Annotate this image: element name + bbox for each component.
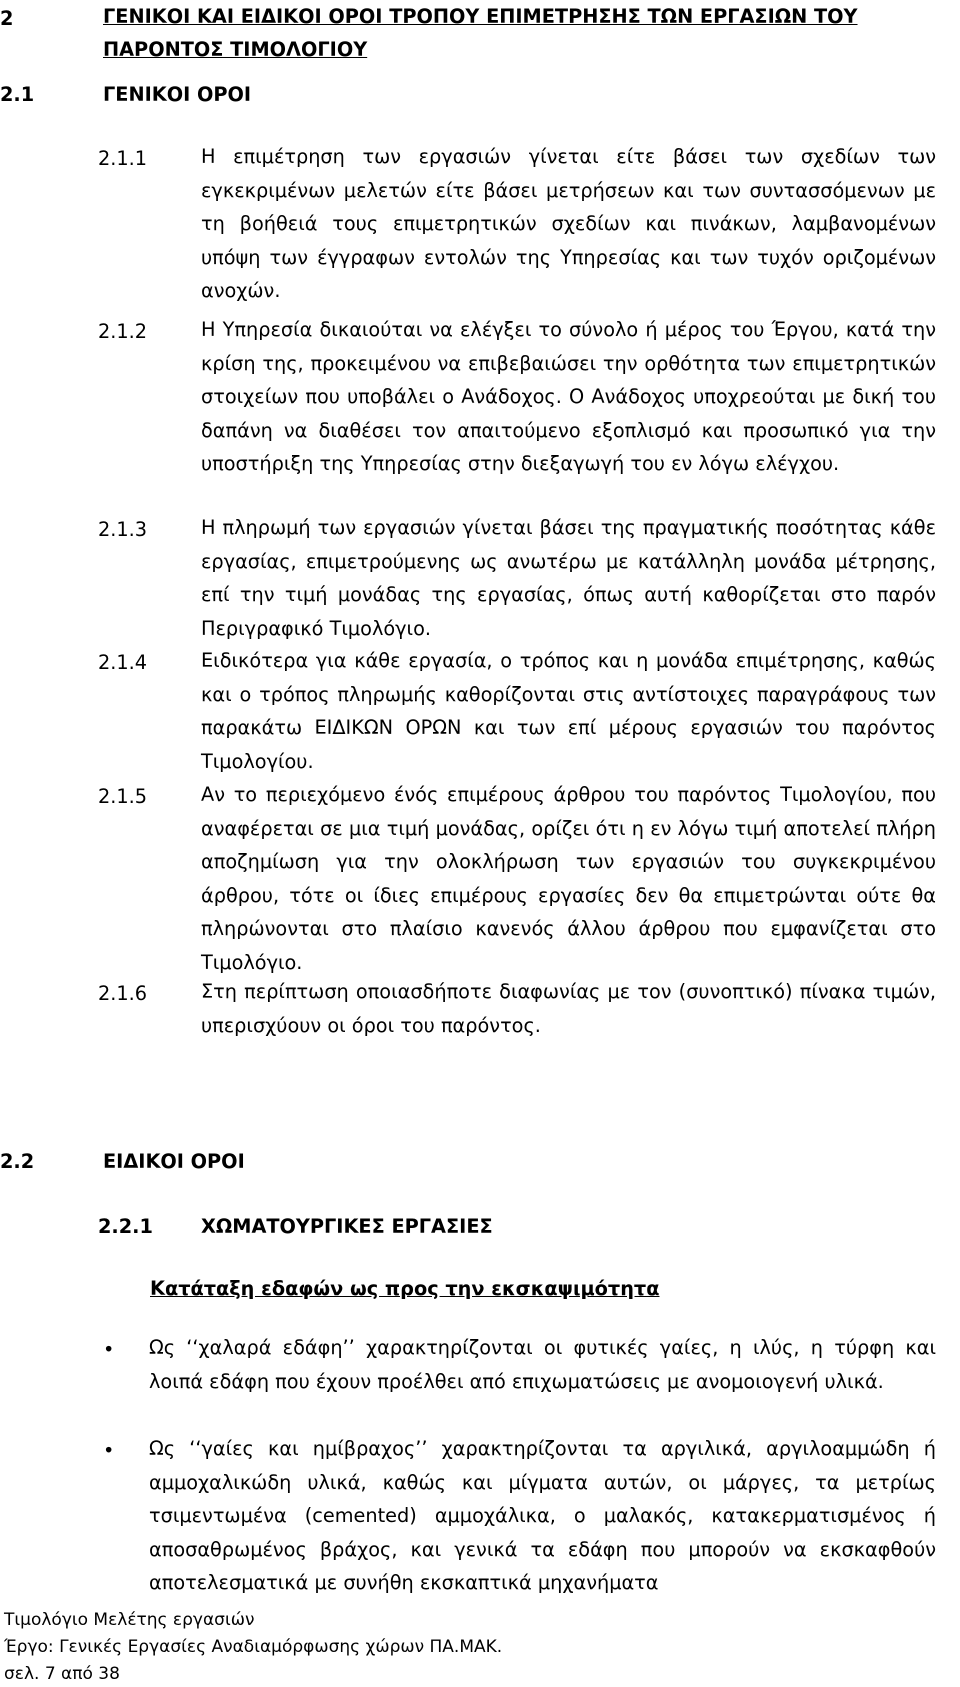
special-terms-title: ΕΙΔΙΚΟΙ ΟΡΟΙ bbox=[103, 1150, 245, 1173]
clause-text: Η πληρωμή των εργασιών γίνεται βάσει της πραγματικής ποσότητας κάθε εργασίας, επιμετρούμενης ως ανωτέρω με κατάλληλη μονάδα μέτρησης, επί την τιμή μονάδας της εργασίας, όπως αυτή καθορίζεται στο παρόν Περιγραφικό Τιμολόγιο. bbox=[201, 516, 936, 640]
clause-number: 2.1.3 bbox=[98, 518, 148, 541]
footer-page-number: σελ. 7 από 38 bbox=[4, 1664, 120, 1684]
clause-number: 2.1.4 bbox=[98, 651, 148, 674]
bullet-icon: • bbox=[103, 1439, 115, 1462]
bullet-text: Ως ‘‘γαίες και ημίβραχος’’ χαρακτηρίζονται τα αργιλικά, αργιλοαμμώδη ή αμμοχαλικώδη υλικά, καθώς και μίγματα αυτών, οι μάργες, τα μετρίως τσιμεντωμένα (cemented) αμμοχάλικα, ο μαλακός, κατακερματισμένος ή αποσαθρωμένος βράχος, και γενικά τα εδάφη που μπορούν να εκσκαφθούν αποτελεσματικά με συνήθη εκσκαπτικά μηχανήματα bbox=[149, 1437, 936, 1594]
earthworks-heading bbox=[98, 1208, 493, 1246]
general-terms-title: ΓΕΝΙΚΟΙ ΟΡΟΙ bbox=[103, 83, 252, 106]
clause-text: Ειδικότερα για κάθε εργασία, ο τρόπος και η μονάδα επιμέτρησης, καθώς και ο τρόπος πληρωμής καθορίζονται στις αντίστοιχες παραγράφους των παρακάτω ΕΙΔΙΚΩΝ ΟΡΩΝ και των επί μέρους εργασιών του παρόντος Τιμολογίου. bbox=[201, 649, 936, 773]
bullet-icon: • bbox=[103, 1338, 115, 1361]
clause-number: 2.1.2 bbox=[98, 320, 148, 343]
clause-number: 2.1.5 bbox=[98, 785, 148, 808]
special-terms-number: 2.2 bbox=[0, 1150, 35, 1173]
earthworks-title: ΧΩΜΑΤΟΥΡΓΙΚΕΣ ΕΡΓΑΣΙΕΣ bbox=[201, 1215, 493, 1238]
section-title: ΓΕΝΙΚΟΙ ΚΑΙ ΕΙΔΙΚΟΙ ΟΡΟΙ ΤΡΟΠΟΥ ΕΠΙΜΕΤΡΗΣΗΣ ΤΩΝ ΕΡΓΑΣΙΩΝ ΤΟΥ ΠΑΡΟΝΤΟΣ ΤΙΜΟΛΟΓΙΟΥ bbox=[103, 5, 858, 61]
clause-number: 2.1.6 bbox=[98, 982, 148, 1005]
soil-classification-heading: Κατάταξη εδαφών ως προς την εκσκαψιμότητα bbox=[150, 1277, 660, 1300]
section-number: 2 bbox=[0, 7, 14, 30]
bullet-text: Ως ‘‘χαλαρά εδάφη’’ χαρακτηρίζονται οι φυτικές γαίες, η ιλύς, η τύρφη και λοιπά εδάφη που έχουν προέλθει από επιχωματώσεις με ανομοιογενή υλικά. bbox=[149, 1336, 936, 1393]
clause-text: Αν το περιεχόμενο ένός επιμέρους άρθρου του παρόντος Τιμολογίου, που αναφέρεται σε μια τιμή μονάδας, ορίζει ότι η εν λόγω τιμή αποτελεί πλήρη αποζημίωση για την ολοκλήρωση των εργασιών του συγκεκριμένου άρθρου, τότε οι ίδιες επιμέρους εργασίες δεν θα επιμετρώνται ούτε θα πληρώνονται στο πλαίσιο κανενός άλλου άρθρου που εμφανίζεται στο Τιμολόγιο. bbox=[201, 783, 936, 974]
clause-number: 2.1.1 bbox=[98, 147, 148, 170]
earthworks-number: 2.2.1 bbox=[98, 1215, 153, 1238]
footer-document-title: Τιμολόγιο Μελέτης εργασιών bbox=[4, 1610, 255, 1630]
clause-text: Η επιμέτρηση των εργασιών γίνεται είτε βάσει των σχεδίων των εγκεκριμένων μελετών είτε βάσει μετρήσεων και των συντασσόμενων με τη βοήθειά τους επιμετρητικών σχεδίων και πινάκων, λαμβανομένων υπόψη των έγγραφων εντολών της Υπηρεσίας και των τυχόν οριζομένων ανοχών. bbox=[201, 145, 936, 302]
general-terms-number: 2.1 bbox=[0, 83, 35, 106]
footer-project: Έργο: Γενικές Εργασίες Αναδιαμόρφωσης χώρων ΠΑ.ΜΑΚ. bbox=[4, 1637, 503, 1657]
clause-text: Στη περίπτωση οποιασδήποτε διαφωνίας με τον (συνοπτικό) πίνακα τιμών, υπερισχύουν οι όροι του παρόντος. bbox=[201, 980, 936, 1037]
clause-text: Η Υπηρεσία δικαιούται να ελέγξει το σύνολο ή μέρος του Έργου, κατά την κρίση της, προκειμένου να επιβεβαιώσει την ορθότητα των επιμετρητικών στοιχείων που υποβάλει ο Ανάδοχος. Ο Ανάδοχος υποχρεούται με δική του δαπάνη να διαθέσει τον απαιτούμενο εξοπλισμό και προσωπικό για την υποστήριξη της Υπηρεσίας στην διεξαγωγή του εν λόγω ελέγχου. bbox=[201, 318, 936, 475]
